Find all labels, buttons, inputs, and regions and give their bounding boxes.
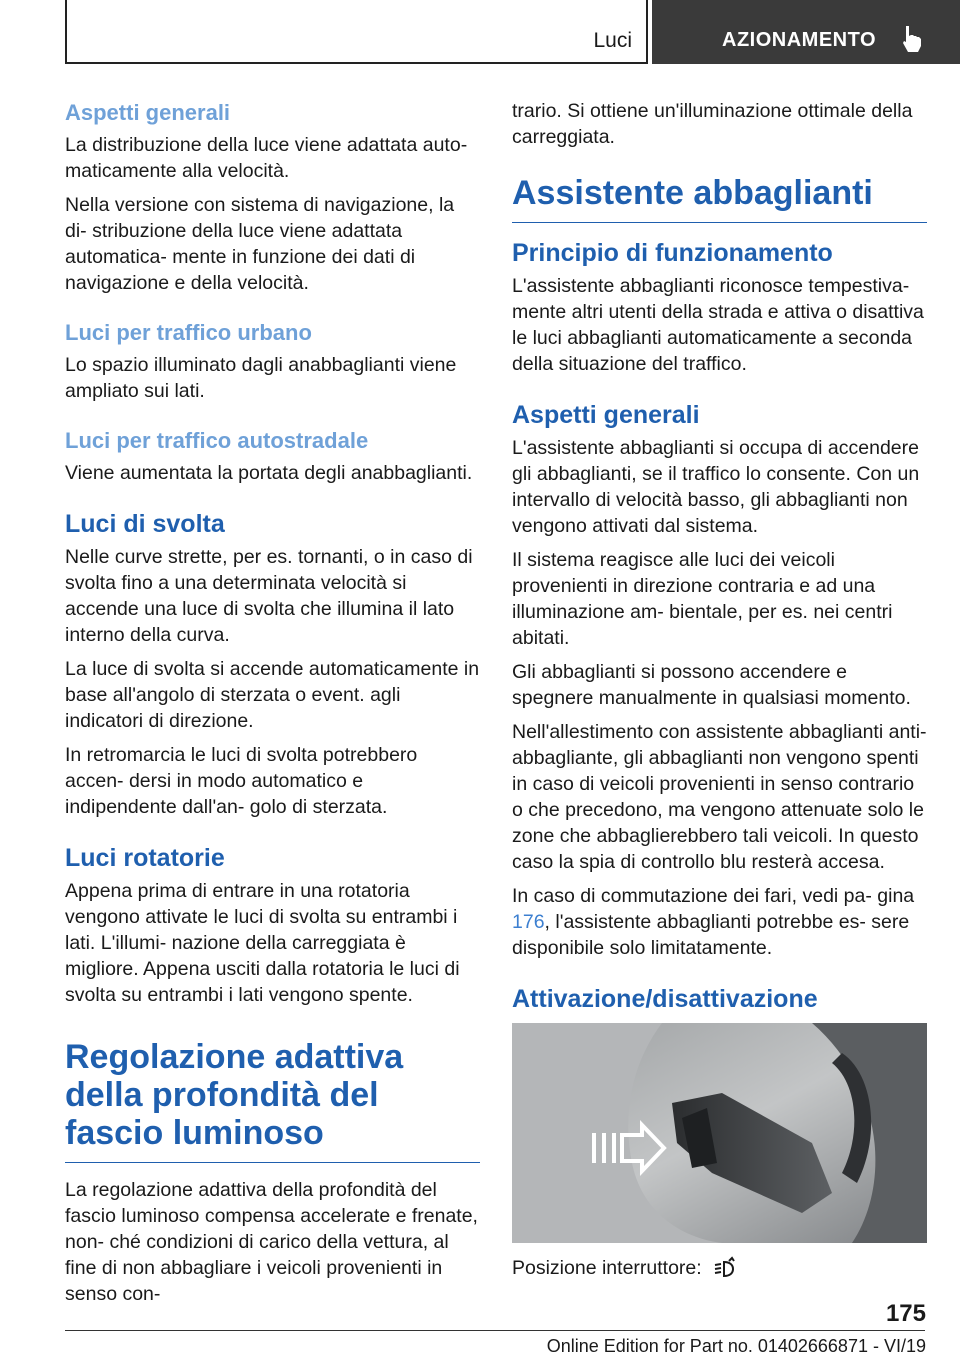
right-column [512, 98, 927, 1289]
paragraph: Nelle curve strette, per es. tornanti, o in caso di svolta fino a una determinata velocità si accende una luce di svolta che illumina il lato interno della curva. [65, 546, 473, 646]
paragraph: Il sistema reagisce alle luci dei veicoli provenienti in direzione contraria e ad una illuminazione am- bientale, per es. nei centri abitati. [512, 549, 893, 649]
heading-traffico-autostradale: Luci per traffico autostradale [65, 428, 369, 453]
heading-principio-funzionamento: Principio di funzionamento [512, 239, 833, 267]
page-number: 175 [885, 1300, 926, 1327]
photo-caption: Posizione interruttore: [512, 1255, 927, 1281]
heading-regolazione-adattiva: Regolazione adattiva della profondità del fascio luminoso [65, 1038, 404, 1152]
left-column [65, 98, 480, 1315]
paragraph: Nell'allestimento con assistente abbaglianti anti- abbagliante, gli abbaglianti non vengono spenti in caso di veicoli provenienti in senso contrario o che precedono, ma vengono attenuate solo le zone che abbaglierebbero tali veicoli. In questo caso la spia di controllo blu resterà accesa. [512, 721, 927, 873]
heading-aspetti-generali-2: Aspetti generali [512, 401, 700, 429]
high-beam-assistant-icon [713, 1256, 739, 1278]
stalk-photo-svg [512, 1023, 927, 1243]
paragraph: Appena prima di entrare in una rotatoria vengono attivate le luci di svolta su entrambi i lati. L'illumi- nazione della carreggiata è migliore. Appena usciti dalla rotatoria le luci di svolta su entrambi i lati vengono spente. [65, 880, 460, 1006]
pointing-hand-icon [900, 24, 926, 54]
paragraph: La regolazione adattiva della profondità del fascio luminoso compensa accelerate e frenate, non- ché condizioni di carico della vettura, al fine di non abbagliare i veicoli provenienti in senso con- [65, 1179, 478, 1305]
heading-luci-rotatorie: Luci rotatorie [65, 844, 225, 872]
paragraph: La luce di svolta si accende automaticamente in base all'angolo di sterzata o event. agli indicatori di direzione. [65, 658, 480, 732]
paragraph: Gli abbaglianti si possono accendere e spegnere manualmente in qualsiasi momento. [512, 661, 911, 709]
paragraph: trario. Si ottiene un'illuminazione ottimale della carreggiata. [512, 100, 913, 148]
heading-luci-svolta: Luci di svolta [65, 510, 225, 538]
stalk-switch-photo [512, 1023, 927, 1243]
paragraph: La distribuzione della luce viene adattata auto- maticamente alla velocità. [65, 134, 468, 182]
header-chapter-title: AZIONAMENTO [722, 29, 877, 51]
paragraph: Viene aumentata la portata degli anabbaglianti. [65, 462, 473, 484]
paragraph: Lo spazio illuminato dagli anabbaglianti viene ampliato sui lati. [65, 354, 457, 402]
heading-traffico-urbano: Luci per traffico urbano [65, 320, 312, 345]
heading-attivazione: Attivazione/disattivazione [512, 985, 818, 1013]
paragraph: L'assistente abbaglianti si occupa di accendere gli abbaglianti, se il traffico lo consente. Con un intervallo di velocità basso, gli abbaglianti non vengono attivati dal sistema. [512, 437, 920, 537]
paragraph: In retromarcia le luci di svolta potrebbero accen- dersi in modo automatico e indipendente dall'an- golo di sterzata. [65, 744, 418, 818]
page-link-176[interactable]: 176 [512, 911, 545, 933]
heading-assistente-abbaglianti: Assistente abbaglianti [512, 174, 873, 212]
header-chapter-tab[interactable] [652, 0, 960, 64]
paragraph: In caso di commutazione dei fari, vedi pa- gina 176, l'assistente abbaglianti potrebbe es- sere disponibile solo limitatamente. [512, 885, 915, 959]
header-left-box [65, 0, 648, 64]
header-section-title: Luci [593, 29, 632, 52]
paragraph: L'assistente abbaglianti riconosce tempestiva- mente altri utenti della strada e attiva o disattiva le luci abbaglianti automaticamente a seconda della situazione del traffico. [512, 275, 924, 375]
footer-edition: Online Edition for Part no. 01402666871 - VI/19 [546, 1336, 926, 1356]
heading-aspetti-generali: Aspetti generali [65, 100, 231, 125]
paragraph: Nella versione con sistema di navigazione, la di- stribuzione della luce viene adattata automatica- mente in funzione dei dati di navigazione e della velocità. [65, 194, 455, 294]
heading-assistente-wrap [512, 174, 927, 223]
heading-regolazione-wrap [65, 1038, 480, 1163]
footer-rule [65, 1330, 925, 1331]
